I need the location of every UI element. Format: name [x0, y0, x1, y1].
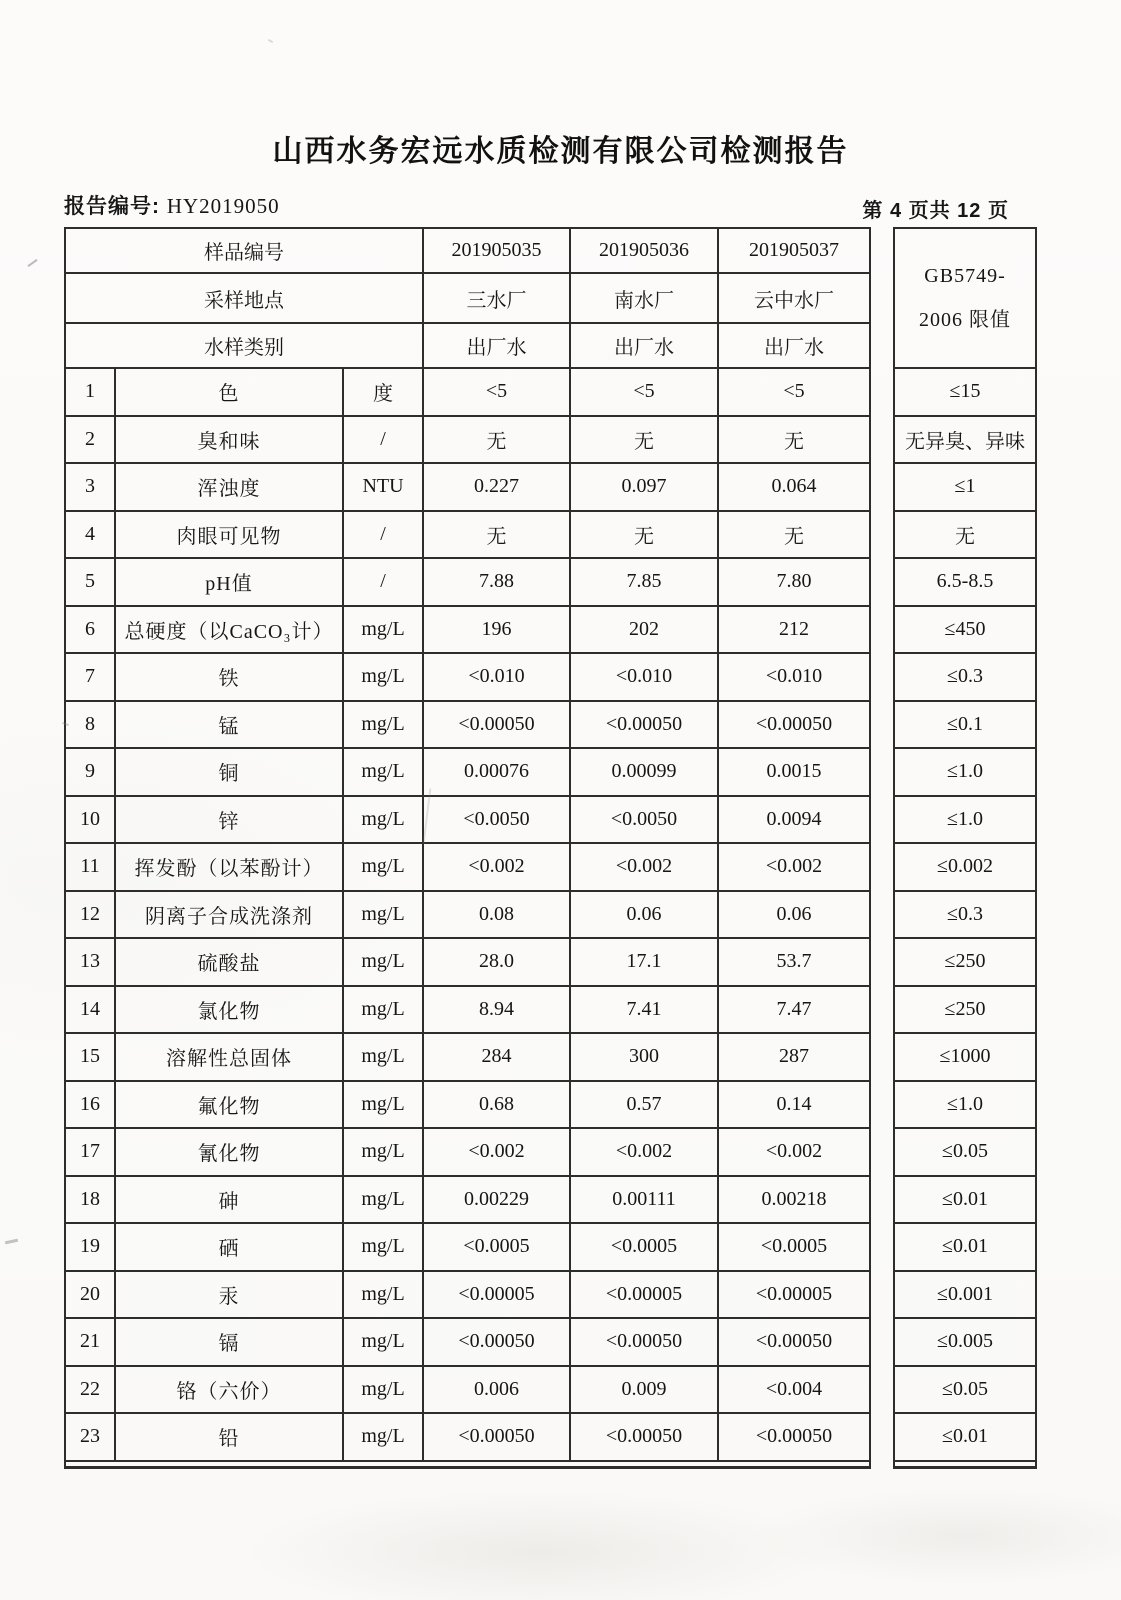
- scan-artifact: [27, 259, 37, 267]
- column-gap: [870, 843, 894, 891]
- parameter-unit: mg/L: [343, 1413, 423, 1461]
- column-gap: [870, 368, 894, 416]
- parameter-name: 铜: [115, 748, 343, 796]
- parameter-name: 浑浊度: [115, 463, 343, 511]
- result-plant-1: <0.0005: [423, 1223, 570, 1271]
- parameter-unit: mg/L: [343, 1176, 423, 1224]
- result-plant-1: 0.00076: [423, 748, 570, 796]
- result-plant-2: 300: [570, 1033, 718, 1081]
- parameter-unit: mg/L: [343, 701, 423, 749]
- parameter-name: 锌: [115, 796, 343, 844]
- result-plant-3: <0.002: [718, 843, 870, 891]
- parameter-name: 氟化物: [115, 1081, 343, 1129]
- report-number-value: HY2019050: [166, 194, 280, 218]
- result-plant-2: 0.06: [570, 891, 718, 939]
- column-gap: [870, 1318, 894, 1366]
- result-plant-2: 0.00111: [570, 1176, 718, 1224]
- result-plant-2: <0.00005: [570, 1271, 718, 1319]
- column-gap: [870, 653, 894, 701]
- column-gap: [870, 511, 894, 559]
- row-index: 23: [65, 1413, 115, 1461]
- column-gap: [870, 891, 894, 939]
- row-index: 18: [65, 1176, 115, 1224]
- result-plant-3: <0.010: [718, 653, 870, 701]
- result-plant-1: 284: [423, 1033, 570, 1081]
- column-gap: [870, 606, 894, 654]
- limit-value: 无: [894, 511, 1036, 559]
- column-gap: [870, 1461, 894, 1468]
- table-row: [65, 416, 1036, 464]
- result-plant-1: <0.00050: [423, 1413, 570, 1461]
- result-plant-3: <0.002: [718, 1128, 870, 1176]
- result-plant-2: <0.002: [570, 1128, 718, 1176]
- parameter-unit: 度: [343, 368, 423, 416]
- parameter-unit: /: [343, 511, 423, 559]
- table-row: [65, 1366, 1036, 1414]
- table-row: [65, 701, 1036, 749]
- row-index: 8: [65, 701, 115, 749]
- limit-value: ≤0.005: [894, 1318, 1036, 1366]
- limit-value: ≤1.0: [894, 796, 1036, 844]
- result-plant-2: 0.097: [570, 463, 718, 511]
- limit-value: 无异臭、异味: [894, 416, 1036, 464]
- column-gap: [870, 323, 894, 368]
- result-plant-3: 7.47: [718, 986, 870, 1034]
- limit-header-line2: 2006 限值: [919, 309, 1012, 331]
- parameter-unit: mg/L: [343, 606, 423, 654]
- parameter-name: 铅: [115, 1413, 343, 1461]
- header-row-sample-no: [65, 228, 1036, 273]
- column-gap: [870, 273, 894, 323]
- parameter-name: 氰化物: [115, 1128, 343, 1176]
- result-plant-2: 0.57: [570, 1081, 718, 1129]
- scan-artifact: [5, 1239, 18, 1245]
- result-plant-2: 7.41: [570, 986, 718, 1034]
- parameter-unit: mg/L: [343, 1366, 423, 1414]
- table-row: [65, 606, 1036, 654]
- result-plant-3: 7.80: [718, 558, 870, 606]
- result-plant-2: <0.010: [570, 653, 718, 701]
- parameter-name: 砷: [115, 1176, 343, 1224]
- table-row: [65, 748, 1036, 796]
- result-plant-3: 0.14: [718, 1081, 870, 1129]
- result-plant-2: 无: [570, 511, 718, 559]
- limit-value: ≤0.01: [894, 1176, 1036, 1224]
- table-row: [65, 1223, 1036, 1271]
- result-plant-1: <0.00050: [423, 1318, 570, 1366]
- row-index: 6: [65, 606, 115, 654]
- parameter-unit: mg/L: [343, 986, 423, 1034]
- table-row: [65, 796, 1036, 844]
- column-gap: [870, 1128, 894, 1176]
- header-row-location: [65, 273, 1036, 323]
- parameter-unit: mg/L: [343, 843, 423, 891]
- column-gap: [870, 796, 894, 844]
- result-plant-1: 196: [423, 606, 570, 654]
- parameter-unit: mg/L: [343, 891, 423, 939]
- row-index: 5: [65, 558, 115, 606]
- limit-value: ≤250: [894, 986, 1036, 1034]
- parameter-name: 总硬度（以CaCO₃计）: [115, 606, 343, 654]
- result-plant-1: <0.0050: [423, 796, 570, 844]
- limit-value: ≤0.05: [894, 1128, 1036, 1176]
- result-plant-1: 0.08: [423, 891, 570, 939]
- table-row: [65, 891, 1036, 939]
- result-plant-2: 0.009: [570, 1366, 718, 1414]
- result-plant-2: 202: [570, 606, 718, 654]
- row-index: 19: [65, 1223, 115, 1271]
- parameter-name: 硒: [115, 1223, 343, 1271]
- page-indicator: 第 4 页共 12 页: [862, 200, 1009, 222]
- row-index: 11: [65, 843, 115, 891]
- result-plant-3: 无: [718, 511, 870, 559]
- result-plant-1: 7.88: [423, 558, 570, 606]
- parameter-unit: mg/L: [343, 653, 423, 701]
- result-plant-2: <0.0050: [570, 796, 718, 844]
- result-plant-1: <0.002: [423, 843, 570, 891]
- parameter-unit: mg/L: [343, 1271, 423, 1319]
- column-gap: [870, 748, 894, 796]
- limit-value: ≤0.002: [894, 843, 1036, 891]
- table-row: [65, 1033, 1036, 1081]
- result-plant-2: <0.00050: [570, 1413, 718, 1461]
- limit-value: ≤0.001: [894, 1271, 1036, 1319]
- result-plant-2: 无: [570, 416, 718, 464]
- table-row: [65, 1081, 1036, 1129]
- table-row: [65, 463, 1036, 511]
- result-plant-3: <0.00050: [718, 1318, 870, 1366]
- table-row: [65, 986, 1036, 1034]
- row-index: 1: [65, 368, 115, 416]
- table-row: [65, 1413, 1036, 1461]
- parameter-name: 镉: [115, 1318, 343, 1366]
- result-plant-3: 0.064: [718, 463, 870, 511]
- result-plant-3: 0.06: [718, 891, 870, 939]
- limit-value: ≤0.01: [894, 1223, 1036, 1271]
- parameter-unit: /: [343, 558, 423, 606]
- report-number-label: 报告编号:: [64, 195, 167, 218]
- limit-value: ≤0.3: [894, 653, 1036, 701]
- row-index: 2: [65, 416, 115, 464]
- column-gap: [870, 463, 894, 511]
- result-plant-3: 212: [718, 606, 870, 654]
- column-gap: [870, 701, 894, 749]
- sampling-location-value-2: 南水厂: [570, 273, 718, 323]
- row-index: 9: [65, 748, 115, 796]
- water-type-value-2: 出厂水: [570, 323, 718, 368]
- header-row-water-type: [65, 323, 1036, 368]
- parameter-name: 溶解性总固体: [115, 1033, 343, 1081]
- result-plant-3: 无: [718, 416, 870, 464]
- column-gap: [870, 1413, 894, 1461]
- limit-value: ≤15: [894, 368, 1036, 416]
- column-gap: [870, 1366, 894, 1414]
- column-gap: [870, 1176, 894, 1224]
- scan-artifact: [268, 39, 273, 43]
- report-number: [64, 190, 280, 220]
- parameter-name: 锰: [115, 701, 343, 749]
- result-plant-1: 无: [423, 416, 570, 464]
- table-bottom-sliver: [65, 1461, 1036, 1468]
- row-index: 4: [65, 511, 115, 559]
- result-plant-2: <0.0005: [570, 1223, 718, 1271]
- row-index: 10: [65, 796, 115, 844]
- table-row: [65, 1318, 1036, 1366]
- row-index: 12: [65, 891, 115, 939]
- result-plant-3: 287: [718, 1033, 870, 1081]
- row-index: 3: [65, 463, 115, 511]
- parameter-name: 汞: [115, 1271, 343, 1319]
- result-plant-3: <0.00050: [718, 1413, 870, 1461]
- sliver-cell-left: [65, 1461, 870, 1468]
- result-plant-2: <0.002: [570, 843, 718, 891]
- result-plant-3: 0.0015: [718, 748, 870, 796]
- parameter-unit: mg/L: [343, 1128, 423, 1176]
- sampling-location-label: 采样地点: [65, 273, 423, 323]
- table-row: [65, 368, 1036, 416]
- column-gap: [870, 1223, 894, 1271]
- result-plant-2: 0.00099: [570, 748, 718, 796]
- parameter-unit: mg/L: [343, 796, 423, 844]
- limit-header-line1: GB5749-: [924, 265, 1006, 287]
- water-type-value-3: 出厂水: [718, 323, 870, 368]
- parameter-unit: mg/L: [343, 1223, 423, 1271]
- parameter-unit: NTU: [343, 463, 423, 511]
- parameter-unit: mg/L: [343, 938, 423, 986]
- parameter-unit: mg/L: [343, 748, 423, 796]
- result-plant-1: 无: [423, 511, 570, 559]
- parameter-name: 氯化物: [115, 986, 343, 1034]
- result-plant-2: <0.00050: [570, 701, 718, 749]
- result-plant-1: <0.00050: [423, 701, 570, 749]
- sample-no-value-2: 201905036: [570, 228, 718, 273]
- parameter-name: 硫酸盐: [115, 938, 343, 986]
- table-row: [65, 511, 1036, 559]
- page-title: 山西水务宏远水质检测有限公司检测报告: [272, 135, 849, 168]
- parameter-name: 肉眼可见物: [115, 511, 343, 559]
- table-row: [65, 1176, 1036, 1224]
- sampling-location-value-3: 云中水厂: [718, 273, 870, 323]
- column-gap: [870, 416, 894, 464]
- water-type-value-1: 出厂水: [423, 323, 570, 368]
- limit-value: ≤0.1: [894, 701, 1036, 749]
- results-table: [64, 227, 1037, 1469]
- parameter-name: 阴离子合成洗涤剂: [115, 891, 343, 939]
- parameter-unit: mg/L: [343, 1081, 423, 1129]
- column-gap: [870, 1081, 894, 1129]
- row-index: 17: [65, 1128, 115, 1176]
- limit-value: ≤0.3: [894, 891, 1036, 939]
- table-row: [65, 653, 1036, 701]
- water-type-label: 水样类别: [65, 323, 423, 368]
- table-row: [65, 843, 1036, 891]
- limit-value: 6.5-8.5: [894, 558, 1036, 606]
- results-table-body: [65, 368, 1036, 1461]
- result-plant-1: <0.010: [423, 653, 570, 701]
- table-row: [65, 1128, 1036, 1176]
- table-row: [65, 1271, 1036, 1319]
- sample-no-label: 样品编号: [65, 228, 423, 273]
- result-plant-1: 28.0: [423, 938, 570, 986]
- result-plant-3: <0.0005: [718, 1223, 870, 1271]
- sample-no-value-1: 201905035: [423, 228, 570, 273]
- result-plant-3: <0.00050: [718, 701, 870, 749]
- limit-value: ≤450: [894, 606, 1036, 654]
- row-index: 15: [65, 1033, 115, 1081]
- results-table-header: [65, 228, 1036, 368]
- row-index: 16: [65, 1081, 115, 1129]
- result-plant-1: <0.00005: [423, 1271, 570, 1319]
- table-row: [65, 938, 1036, 986]
- column-gap: [870, 938, 894, 986]
- column-gap: [870, 986, 894, 1034]
- result-plant-2: 17.1: [570, 938, 718, 986]
- parameter-name: pH值: [115, 558, 343, 606]
- parameter-name: 臭和味: [115, 416, 343, 464]
- parameter-name: 色: [115, 368, 343, 416]
- row-index: 22: [65, 1366, 115, 1414]
- result-plant-2: <5: [570, 368, 718, 416]
- parameter-name: 铬（六价）: [115, 1366, 343, 1414]
- result-plant-1: 0.227: [423, 463, 570, 511]
- result-plant-1: 0.006: [423, 1366, 570, 1414]
- result-plant-2: <0.00050: [570, 1318, 718, 1366]
- result-plant-3: <5: [718, 368, 870, 416]
- row-index: 21: [65, 1318, 115, 1366]
- limit-value: ≤250: [894, 938, 1036, 986]
- column-gap: [870, 1033, 894, 1081]
- result-plant-1: 0.00229: [423, 1176, 570, 1224]
- sample-no-value-3: 201905037: [718, 228, 870, 273]
- parameter-name: 铁: [115, 653, 343, 701]
- column-gap: [870, 1271, 894, 1319]
- result-plant-1: <0.002: [423, 1128, 570, 1176]
- limit-value: ≤1: [894, 463, 1036, 511]
- parameter-unit: /: [343, 416, 423, 464]
- row-index: 14: [65, 986, 115, 1034]
- result-plant-3: 53.7: [718, 938, 870, 986]
- sliver-cell-right: [894, 1461, 1036, 1468]
- result-plant-3: <0.00005: [718, 1271, 870, 1319]
- limit-column-header: [894, 228, 1036, 368]
- result-plant-3: <0.004: [718, 1366, 870, 1414]
- result-plant-2: 7.85: [570, 558, 718, 606]
- limit-value: ≤0.05: [894, 1366, 1036, 1414]
- result-plant-1: 0.68: [423, 1081, 570, 1129]
- row-index: 13: [65, 938, 115, 986]
- limit-value: ≤1.0: [894, 748, 1036, 796]
- table-row: [65, 558, 1036, 606]
- column-gap: [870, 558, 894, 606]
- result-plant-3: 0.0094: [718, 796, 870, 844]
- parameter-unit: mg/L: [343, 1033, 423, 1081]
- result-plant-1: <5: [423, 368, 570, 416]
- limit-value: ≤1000: [894, 1033, 1036, 1081]
- column-gap: [870, 228, 894, 273]
- row-index: 20: [65, 1271, 115, 1319]
- result-plant-3: 0.00218: [718, 1176, 870, 1224]
- row-index: 7: [65, 653, 115, 701]
- parameter-unit: mg/L: [343, 1318, 423, 1366]
- limit-value: ≤0.01: [894, 1413, 1036, 1461]
- limit-value: ≤1.0: [894, 1081, 1036, 1129]
- result-plant-1: 8.94: [423, 986, 570, 1034]
- sampling-location-value-1: 三水厂: [423, 273, 570, 323]
- parameter-name: 挥发酚（以苯酚计）: [115, 843, 343, 891]
